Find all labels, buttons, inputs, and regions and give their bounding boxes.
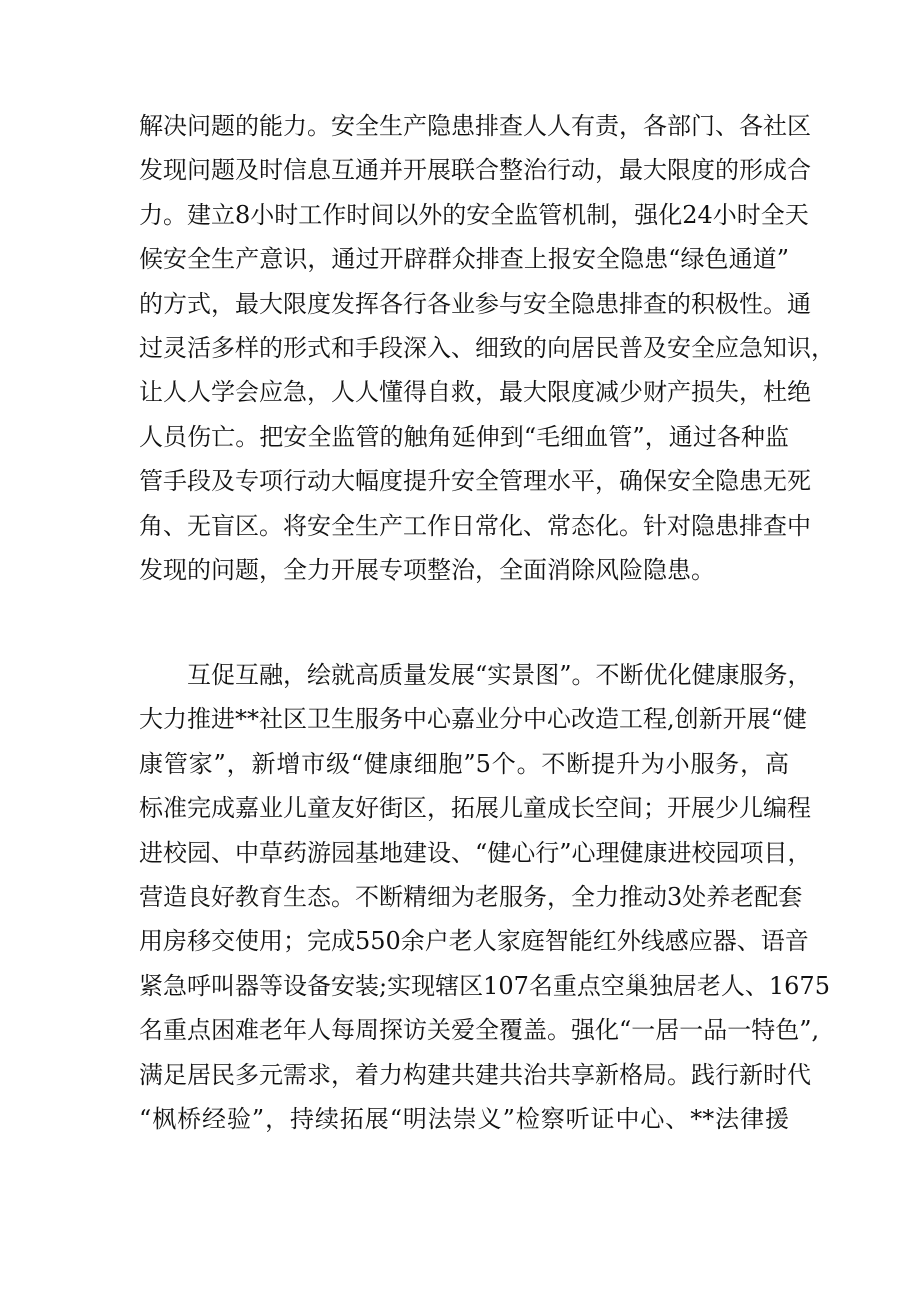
text-line: 用房移交使用；完成550余户老人家庭智能红外线感应器、语音 [139,927,809,956]
text-line: 过灵活多样的形式和手段深入、细致的向居民普及安全应急知识， [139,333,835,362]
text-line: 紧急呼叫器等设备安装;实现辖区107名重点空巢独居老人、1675 [139,971,830,1000]
text-line: 角、无盲区。将安全生产工作日常化、常态化。针对隐患排查中 [139,511,811,540]
text-line: 康管家”，新增市级“健康细胞”5个。不断提升为小服务，高 [139,749,789,778]
text-line: 标准完成嘉业儿童友好街区，拓展儿童成长空间；开展少儿编程 [139,794,811,823]
text-line: 让人人学会应急，人人懂得自救，最大限度减少财产损失，杜绝 [139,378,811,407]
text-line: 大力推进**社区卫生服务中心嘉业分中心改造工程,创新开展“健 [139,705,807,734]
text-line: 候安全生产意识，通过开辟群众排查上报安全隐患“绿色通道” [139,245,789,274]
text-line: 发现问题及时信息互通并开展联合整治行动，最大限度的形成合 [139,156,811,185]
paragraph-development [139,653,830,1141]
text-line: “枫桥经验”，持续拓展“明法崇义”检察听证中心、**法律援 [139,1104,789,1133]
text-line: 名重点困难老年人每周探访关爱全覆盖。强化“一居一品一特色”, [139,1016,820,1045]
text-line: 力。建立8小时工作时间以外的安全监管机制，强化24小时全天 [139,200,809,229]
text-line: 发现的问题，全力开展专项整治，全面消除风险隐患。 [139,555,715,584]
text-line: 进校园、中草药游园基地建设、“健心行”心理健康进校园项目， [139,838,812,867]
text-line: 营造良好教育生态。不断精细为老服务，全力推动3处养老配套 [139,882,803,911]
paragraph-safety [139,104,835,592]
text-line: 的方式，最大限度发挥各行各业参与安全隐患排查的积极性。通 [139,289,811,318]
text-line: 管手段及专项行动大幅度提升安全管理水平，确保安全隐患无死 [139,467,811,496]
text-line: 解决问题的能力。安全生产隐患排查人人有责，各部门、各社区 [139,112,811,140]
text-line: 人员伤亡。把安全监管的触角延伸到“毛细血管”，通过各种监 [139,422,789,451]
text-line: 满足居民多元需求，着力构建共建共治共享新格局。践行新时代 [139,1060,811,1089]
text-line: 互促互融，绘就高质量发展“实景图”。不断优化健康服务， [187,661,812,689]
